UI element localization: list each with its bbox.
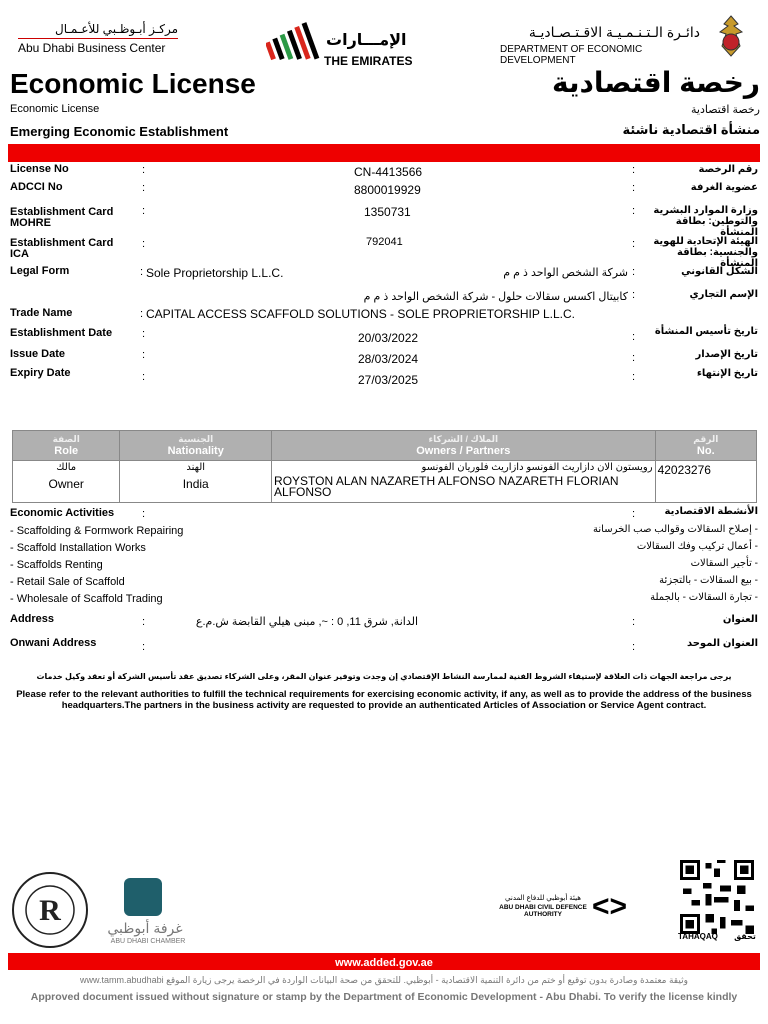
field-colon: : xyxy=(632,289,636,301)
table-row xyxy=(13,461,757,503)
field-colon: : xyxy=(142,182,146,194)
notice-ar: يرجى مراجعة الجهات ذات العلاقة لإستيفاء الشروط الفنية لممارسة النشاط الإقتصادي إن وجدت وتوفير عنوان المقر، وعلى الشركاء تصديق عقد تأسيس الشركة أو تعقد وكيل خدمات xyxy=(36,672,732,681)
ded-logo-en: DEPARTMENT OF ECONOMIC DEVELOPMENT xyxy=(500,44,643,66)
owner-no: 42023276 xyxy=(655,461,756,503)
activity-item: - Scaffolding & Formwork Repairing xyxy=(10,525,184,537)
col-owners: الملاك / الشركاء Owners / Partners xyxy=(272,431,656,461)
onwani-address-label-ar: العنوان الموحد xyxy=(686,638,758,649)
abc-logo-ar: مركـز أبـوظـبي للأعـمـال xyxy=(55,22,178,36)
establishment-type-ar: منشأة اقتصادية ناشئة xyxy=(622,122,760,137)
chamber-name-ar: غرفة أبوظبي xyxy=(107,920,183,936)
ded-logo-ar: دائـرة الـتـنـمـيـة الاقـتـصـاديـة xyxy=(528,24,700,40)
field-colon: : xyxy=(632,266,636,278)
field-colon: : xyxy=(632,508,636,520)
field-label-expiry-date: Expiry Date xyxy=(10,367,71,379)
field-colon: : xyxy=(632,641,636,653)
field-label-license-no-ar: رقم الرخصة xyxy=(698,164,758,175)
owner-nationality: الهند India xyxy=(120,461,272,503)
activity-item-ar: - تجارة السقالات - بالجملة xyxy=(650,592,758,603)
field-value-legal-form-ar: شركة الشخص الواحد ذ م م xyxy=(503,267,628,279)
address-value: الدانة, شرق 11, 0 : ~, مبنى هيلي القابضة ش.م.ع xyxy=(195,616,418,628)
field-colon: : xyxy=(142,164,146,176)
field-colon: : xyxy=(142,641,146,653)
civil-defence-logo xyxy=(498,882,648,932)
activity-item: - Scaffold Installation Works xyxy=(10,542,146,554)
field-value-trade-name-ar: كابيتال اكسس سقالات حلول - شركة الشخص الواحد ذ م م xyxy=(363,291,628,303)
field-colon: : xyxy=(142,238,146,250)
owner-name: رويستون الان دازاريث الفونسو دازاريث فلوريان الفونسو ROYSTON ALAN NAZARETH ALFONSO NAZARETH FLORIAN ALFONSO xyxy=(272,461,656,503)
activity-item: - Wholesale of Scaffold Trading xyxy=(10,593,163,605)
qr-label: TAHAQAQ تحقق xyxy=(678,932,756,941)
civil-defence-name-en: ABU DHABI CIVIL DEFENCE AUTHORITY xyxy=(499,904,587,918)
onwani-address-label: Onwani Address xyxy=(10,637,97,649)
field-colon: : xyxy=(142,328,146,340)
field-colon: : xyxy=(142,349,146,361)
svg-text:R: R xyxy=(39,894,61,927)
footer-note-en: Approved document issued without signature or stamp by the Department of Economic Development - Abu Dhabi. To verify the license kindly xyxy=(30,991,738,1003)
field-colon: : xyxy=(632,238,636,250)
emirates-logo-en: THE EMIRATES xyxy=(324,54,413,68)
owners-table xyxy=(12,430,757,503)
field-label-trade-name-ar: الإسم التجاري xyxy=(689,289,758,300)
activity-item: - Scaffolds Renting xyxy=(10,559,103,571)
establishment-type-en: Emerging Economic Establishment xyxy=(10,124,229,139)
civil-defence-emblem-icon: <> xyxy=(592,890,628,923)
abc-logo-en: Abu Dhabi Business Center xyxy=(18,41,166,55)
qr-code-icon xyxy=(678,860,756,934)
field-value-expiry-date: 27/03/2025 xyxy=(358,373,419,387)
activity-item-ar: - أعمال تركيب وفك السقالات xyxy=(636,541,758,552)
page-title-ar: رخصة اقتصادية xyxy=(552,67,760,98)
field-colon: : xyxy=(142,205,146,217)
owner-role: مالك Owner xyxy=(13,461,120,503)
field-value-issue-date: 28/03/2024 xyxy=(358,352,419,366)
field-label-ica-ar: الهيئة الإتحادية للهوية والجنسية: بطاقة المنشأة xyxy=(653,236,758,269)
field-colon: : xyxy=(142,508,146,520)
chamber-emblem-icon xyxy=(124,878,162,916)
field-label-adcci-no: ADCCI No xyxy=(10,181,63,193)
field-value-adcci-no: 8800019929 xyxy=(354,183,421,197)
address-label-ar: العنوان xyxy=(722,614,758,625)
field-colon: : xyxy=(632,331,636,343)
abu-dhabi-business-center-logo xyxy=(18,22,178,55)
field-label-expiry-date-ar: تاريخ الإنتهاء xyxy=(696,368,758,379)
field-label-ica: Establishment Card ICA xyxy=(10,237,114,260)
ded-logo xyxy=(500,22,760,72)
activity-item-ar: - تأجير السقالات xyxy=(690,558,758,569)
abu-dhabi-chamber-logo xyxy=(98,876,198,946)
field-value-legal-form: Sole Proprietorship L.L.C. xyxy=(146,266,284,280)
field-label-issue-date-ar: تاريخ الإصدار xyxy=(695,349,758,360)
subtitle-ar: رخصة اقتصادية xyxy=(691,104,760,116)
field-label-issue-date: Issue Date xyxy=(10,348,66,360)
col-no: الرقم No. xyxy=(655,431,756,461)
tahaqaq-qr xyxy=(678,860,756,944)
field-colon: : xyxy=(140,266,144,278)
field-colon: : xyxy=(142,371,146,383)
field-label-establishment-date: Establishment Date xyxy=(10,327,113,339)
chamber-name-en: ABU DHABI CHAMBER xyxy=(110,938,186,945)
field-label-legal-form-ar: الشكل القانوني xyxy=(681,266,758,277)
emirates-mark-icon xyxy=(266,20,320,66)
address-label: Address xyxy=(10,613,55,625)
col-nationality: الجنسية Nationality xyxy=(120,431,272,461)
activities-label-ar: الأنشطة الاقتصادية xyxy=(664,506,758,517)
owners-table-header xyxy=(13,431,757,461)
notice-en: Please refer to the relevant authorities to fulfill the technical requirements for exercising economic activity, if any, as well as to provide the address of the business headquarters.The partners in the business activity are requested to provide an authenticated Articles of Association or Service Agent contract. xyxy=(16,689,752,711)
field-label-establishment-date-ar: تاريخ تأسيس المنشأة xyxy=(654,326,758,337)
field-value-ica: 792041 xyxy=(366,236,403,248)
field-value-license-no: CN-4413566 xyxy=(354,165,423,179)
lloyds-iso-seal-icon xyxy=(10,870,90,950)
civil-defence-name-ar: هيئة أبوظبي للدفاع المدني xyxy=(505,895,581,902)
field-colon: : xyxy=(632,616,636,628)
footer-note-ar: وثيقة معتمدة وصادرة بدون توقيع أو ختم من دائرة التنمية الاقتصادية - أبوظبي. للتحقق من صحة البيانات الواردة في الرخصة يرجى زيارة الموقع www.tamm.abudhabi xyxy=(80,975,688,985)
page-title-en: Economic License xyxy=(10,68,256,99)
field-label-mohre: Establishment Card MOHRE xyxy=(10,206,114,229)
emirates-logo-ar: الإمـــارات xyxy=(326,32,407,49)
field-colon: : xyxy=(632,352,636,364)
red-divider-top xyxy=(8,144,760,162)
field-label-license-no: License No xyxy=(10,163,69,175)
field-colon: : xyxy=(632,164,636,176)
field-colon: : xyxy=(632,182,636,194)
activity-item: - Retail Sale of Scaffold xyxy=(10,576,125,588)
field-label-trade-name: Trade Name xyxy=(10,307,73,319)
field-label-adcci-no-ar: عضوية الغرفة xyxy=(690,182,758,193)
emirates-logo xyxy=(266,20,426,70)
activity-item-ar: - إصلاح السقالات وقوالب صب الخرسانة xyxy=(593,524,758,535)
field-colon: : xyxy=(140,308,144,320)
field-colon: : xyxy=(142,616,146,628)
field-colon: : xyxy=(632,371,636,383)
subtitle-en: Economic License xyxy=(10,103,100,115)
field-value-establishment-date: 20/03/2022 xyxy=(358,331,419,345)
falcon-emblem-icon xyxy=(706,12,756,66)
field-value-mohre: 1350731 xyxy=(364,205,411,219)
field-value-trade-name: CAPITAL ACCESS SCAFFOLD SOLUTIONS - SOLE PROPRIETORSHIP L.L.C. xyxy=(146,307,575,321)
field-label-legal-form: Legal Form xyxy=(10,265,70,277)
website-link[interactable]: www.added.gov.ae xyxy=(335,957,433,969)
field-colon: : xyxy=(632,205,636,217)
col-role: الصفة Role xyxy=(13,431,120,461)
activity-item-ar: - بيع السقالات - بالتجزئة xyxy=(659,575,758,586)
activities-label: Economic Activities xyxy=(10,507,115,519)
red-divider-bottom xyxy=(8,953,760,970)
field-label-mohre-ar: وزارة الموارد البشرية والتوطين: بطاقة المنشأة xyxy=(653,205,758,238)
